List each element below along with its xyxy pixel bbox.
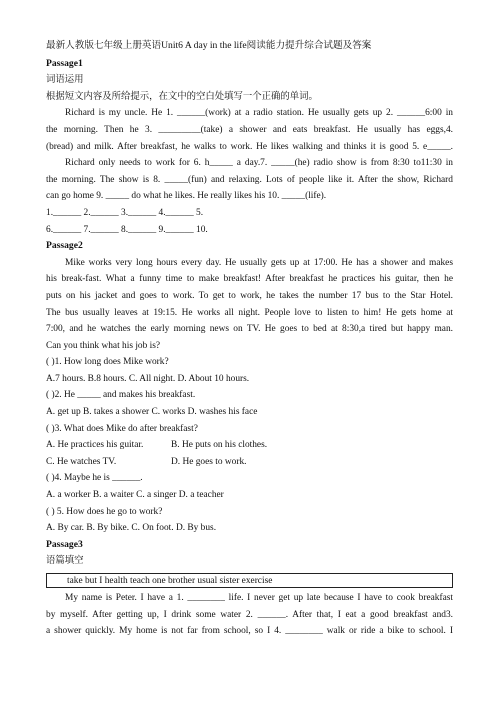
passage3-subtitle: 语篇填空 — [46, 556, 84, 567]
question-3-option-d: D. He goes to work. — [171, 456, 247, 467]
passage1-answer-row: 6.______ 7.______ 8.______ 9.______ 10. — [46, 224, 208, 235]
question-1-options: A.7 hours. B.8 hours. C. All night. D. About 10 hours. — [46, 373, 250, 384]
passage1-line: the morning. Then he 3. _________(take) a shower and eats breakfast. He usually has eggs,4. — [46, 124, 453, 135]
passage1-line: Richard only needs to work for 6. h_____ a day.7. _____(he) radio show is from 8:30 to11:30 in — [65, 158, 453, 169]
passage2-line: his break-fast. What a funny time to make breakfast! After breakfast he practices his guitar, then he — [46, 274, 453, 285]
passage2-line: 7:00, and he watches the early morning news on TV. He goes to bed at 8:30,a tired but happy man. — [46, 324, 453, 335]
passage1-subtitle: 词语运用 — [46, 75, 84, 86]
question-1: ( )1. How long does Mike work? — [46, 357, 169, 368]
passage1-heading: Passage1 — [46, 57, 83, 69]
word-bank-box: take but I health teach one brother usual sister exercise — [46, 573, 453, 588]
passage3-line: a shower quickly. My home is not far from school, so I 4. ________ walk or ride a bike to school. I — [46, 626, 453, 637]
passage3-line: by myself. After getting up, I drink some water 2. ______. After that, I eat a good breakfast and3. — [46, 609, 453, 620]
question-3-option-c: C. He watches TV. — [46, 456, 117, 467]
passage3-heading: Passage3 — [46, 538, 83, 550]
passage3-line: My name is Peter. I have a 1. ________ life. I never get up late because I have to cook breakfast — [65, 593, 453, 603]
passage2-line: The bus usually leaves at 19:15. He works all night. People love to listen to him! He gets home at — [46, 307, 453, 318]
passage1-line: the morning. The show is 8. _____(fun) and relaxing. Lots of people like it. After the show, Richard — [46, 174, 453, 185]
question-5-options: A. By car. B. By bike. C. On foot. D. By bus. — [46, 523, 217, 534]
passage1-line: Richard is my uncle. He 1. ______(work) at a radio station. He usually gets up 2. ______6:00 in — [65, 108, 453, 119]
passage1-instruction: 根据短文内容及所给提示，在文中的空白处填写一个正确的单词。 — [46, 91, 318, 102]
passage1-answer-row: 1.______ 2.______ 3.______ 4.______ 5. — [46, 207, 204, 218]
passage1-line: can go home 9. _____ do what he likes. He really likes his 10. _____(life). — [46, 191, 327, 202]
passage1-line: (bread) and milk. After breakfast, he walks to work. He likes walking and thinks it is good 5. e_____. — [46, 141, 453, 152]
question-3-option-b: B. He puts on his clothes. — [171, 440, 268, 451]
passage2-heading: Passage2 — [46, 240, 83, 252]
question-4-options: A. a worker B. a waiter C. a singer D. a teacher — [46, 490, 224, 501]
question-2: ( )2. He _____ and makes his breakfast. — [46, 390, 196, 401]
question-3-options-row-2 — [46, 454, 453, 471]
passage2-line: Mike works very long hours every day. He usually gets up at 17:00. He has a shower and makes — [65, 257, 453, 268]
question-5: ( ) 5. How does he go to work? — [46, 506, 163, 517]
passage2-line: puts on his jacket and goes to work. To get to work, he takes the number 17 bus to the Star Hotel. — [46, 290, 453, 301]
question-3-option-a: A. He practices his guitar. — [46, 440, 144, 451]
question-4: ( )4. Maybe he is ______. — [46, 473, 143, 484]
question-2-options: A. get up B. takes a shower C. works D. washes his face — [46, 407, 258, 418]
passage2-line: Can you think what his job is? — [46, 340, 161, 351]
question-3: ( )3. What does Mike do after breakfast? — [46, 423, 198, 434]
question-3-options-row-1 — [46, 437, 453, 454]
document-title: 最新人教版七年级上册英语Unit6 A day in the life阅读能力提升综合试题及答案 — [46, 40, 372, 51]
